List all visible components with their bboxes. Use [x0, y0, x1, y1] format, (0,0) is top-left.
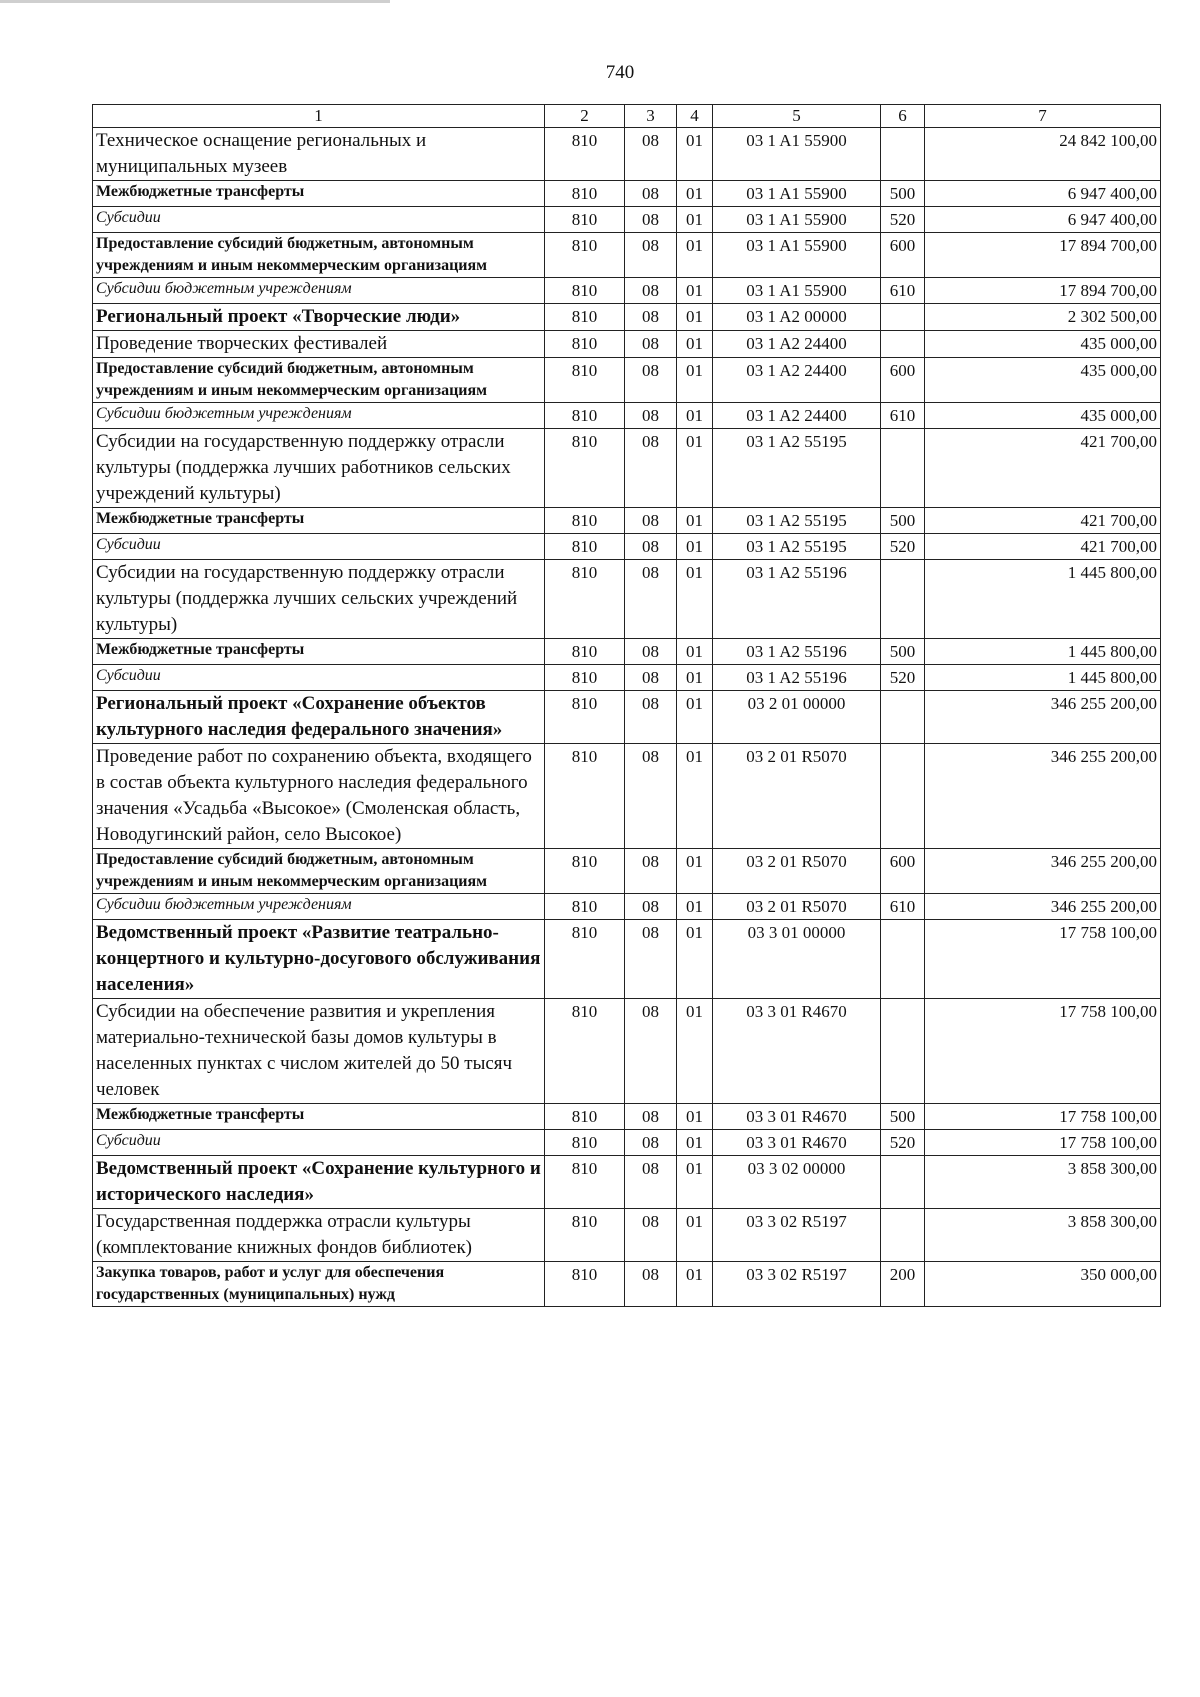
amount: 17 894 700,00 [925, 233, 1161, 278]
table-row [93, 920, 1161, 999]
amount: 346 255 200,00 [925, 744, 1161, 849]
table-row [93, 691, 1161, 744]
target-article-code: 03 1 A1 55900 [713, 181, 881, 207]
item-name: Региональный проект «Творческие люди» [93, 304, 545, 331]
ministry-code: 810 [545, 429, 625, 508]
section-code: 08 [625, 358, 677, 403]
target-article-code: 03 1 A1 55900 [713, 278, 881, 304]
amount: 350 000,00 [925, 1262, 1161, 1307]
amount: 24 842 100,00 [925, 128, 1161, 181]
amount: 435 000,00 [925, 403, 1161, 429]
amount: 17 758 100,00 [925, 920, 1161, 999]
target-article-code: 03 2 01 00000 [713, 691, 881, 744]
item-name: Межбюджетные трансферты [93, 1104, 545, 1130]
target-article-code: 03 3 01 R4670 [713, 1130, 881, 1156]
item-name: Субсидии на государственную поддержку отрасли культуры (поддержка лучших сельских учреждений культуры) [93, 560, 545, 639]
item-name: Государственная поддержка отрасли культуры (комплектование книжных фондов библиотек) [93, 1209, 545, 1262]
item-name: Предоставление субсидий бюджетным, автономным учреждениям и иным некоммерческим организациям [93, 233, 545, 278]
table-row [93, 429, 1161, 508]
ministry-code: 810 [545, 665, 625, 691]
target-article-code: 03 3 01 R4670 [713, 1104, 881, 1130]
table-body [93, 128, 1161, 1307]
table-row [93, 207, 1161, 233]
target-article-code: 03 3 02 00000 [713, 1156, 881, 1209]
target-article-code: 03 2 01 R5070 [713, 849, 881, 894]
amount: 421 700,00 [925, 429, 1161, 508]
table-row [93, 560, 1161, 639]
table-row [93, 181, 1161, 207]
table-row [93, 331, 1161, 358]
amount: 346 255 200,00 [925, 691, 1161, 744]
item-name: Субсидии бюджетным учреждениям [93, 278, 545, 304]
column-header: 4 [677, 105, 713, 128]
ministry-code: 810 [545, 181, 625, 207]
expense-type-code [881, 999, 925, 1104]
target-article-code: 03 1 A2 55195 [713, 534, 881, 560]
ministry-code: 810 [545, 691, 625, 744]
target-article-code: 03 1 A2 55195 [713, 508, 881, 534]
amount: 346 255 200,00 [925, 849, 1161, 894]
expense-type-code: 500 [881, 1104, 925, 1130]
item-name: Ведомственный проект «Сохранение культурного и исторического наследия» [93, 1156, 545, 1209]
subsection-code: 01 [677, 639, 713, 665]
table-row [93, 358, 1161, 403]
amount: 17 758 100,00 [925, 1130, 1161, 1156]
table-row [93, 894, 1161, 920]
section-code: 08 [625, 665, 677, 691]
amount: 17 758 100,00 [925, 1104, 1161, 1130]
section-code: 08 [625, 207, 677, 233]
ministry-code: 810 [545, 639, 625, 665]
section-code: 08 [625, 744, 677, 849]
expense-type-code: 600 [881, 233, 925, 278]
item-name: Межбюджетные трансферты [93, 181, 545, 207]
column-header: 1 [93, 105, 545, 128]
expense-type-code [881, 429, 925, 508]
table-row [93, 233, 1161, 278]
table-row [93, 665, 1161, 691]
subsection-code: 01 [677, 1130, 713, 1156]
amount: 3 858 300,00 [925, 1209, 1161, 1262]
expense-type-code: 500 [881, 639, 925, 665]
subsection-code: 01 [677, 1156, 713, 1209]
target-article-code: 03 1 A2 24400 [713, 403, 881, 429]
table-row [93, 128, 1161, 181]
target-article-code: 03 1 A2 24400 [713, 331, 881, 358]
section-code: 08 [625, 304, 677, 331]
item-name: Субсидии [93, 207, 545, 233]
section-code: 08 [625, 429, 677, 508]
expense-type-code [881, 1156, 925, 1209]
subsection-code: 01 [677, 560, 713, 639]
target-article-code: 03 1 A1 55900 [713, 207, 881, 233]
section-code: 08 [625, 181, 677, 207]
table-row [93, 999, 1161, 1104]
expense-type-code: 520 [881, 534, 925, 560]
subsection-code: 01 [677, 429, 713, 508]
table-row [93, 1156, 1161, 1209]
ministry-code: 810 [545, 207, 625, 233]
expense-type-code [881, 128, 925, 181]
ministry-code: 810 [545, 1104, 625, 1130]
section-code: 08 [625, 1209, 677, 1262]
column-header: 2 [545, 105, 625, 128]
item-name: Межбюджетные трансферты [93, 639, 545, 665]
page-number: 740 [605, 62, 635, 83]
ministry-code: 810 [545, 278, 625, 304]
subsection-code: 01 [677, 331, 713, 358]
budget-table [92, 104, 1161, 1307]
target-article-code: 03 1 A1 55900 [713, 128, 881, 181]
target-article-code: 03 1 A2 55196 [713, 560, 881, 639]
column-header: 3 [625, 105, 677, 128]
ministry-code: 810 [545, 233, 625, 278]
ministry-code: 810 [545, 1262, 625, 1307]
column-header: 6 [881, 105, 925, 128]
ministry-code: 810 [545, 744, 625, 849]
item-name: Субсидии на государственную поддержку отрасли культуры (поддержка лучших работников сельских учреждений культуры) [93, 429, 545, 508]
amount: 435 000,00 [925, 331, 1161, 358]
expense-type-code: 520 [881, 207, 925, 233]
expense-type-code: 600 [881, 358, 925, 403]
target-article-code: 03 1 A2 55196 [713, 639, 881, 665]
amount: 346 255 200,00 [925, 894, 1161, 920]
subsection-code: 01 [677, 403, 713, 429]
table-row [93, 1130, 1161, 1156]
section-code: 08 [625, 639, 677, 665]
expense-type-code [881, 304, 925, 331]
expense-type-code: 610 [881, 278, 925, 304]
subsection-code: 01 [677, 233, 713, 278]
section-code: 08 [625, 560, 677, 639]
section-code: 08 [625, 1262, 677, 1307]
section-code: 08 [625, 403, 677, 429]
amount: 435 000,00 [925, 358, 1161, 403]
table-row [93, 534, 1161, 560]
table-row [93, 304, 1161, 331]
table-row [93, 1262, 1161, 1307]
target-article-code: 03 1 A2 00000 [713, 304, 881, 331]
subsection-code: 01 [677, 534, 713, 560]
subsection-code: 01 [677, 1209, 713, 1262]
target-article-code: 03 3 01 00000 [713, 920, 881, 999]
amount: 17 894 700,00 [925, 278, 1161, 304]
ministry-code: 810 [545, 128, 625, 181]
table-row [93, 508, 1161, 534]
amount: 1 445 800,00 [925, 639, 1161, 665]
target-article-code: 03 1 A2 55195 [713, 429, 881, 508]
item-name: Межбюджетные трансферты [93, 508, 545, 534]
expense-type-code: 610 [881, 403, 925, 429]
ministry-code: 810 [545, 358, 625, 403]
expense-type-code: 500 [881, 181, 925, 207]
subsection-code: 01 [677, 181, 713, 207]
amount: 3 858 300,00 [925, 1156, 1161, 1209]
subsection-code: 01 [677, 1262, 713, 1307]
target-article-code: 03 1 A2 24400 [713, 358, 881, 403]
expense-type-code [881, 920, 925, 999]
column-header: 5 [713, 105, 881, 128]
ministry-code: 810 [545, 1130, 625, 1156]
expense-type-code: 520 [881, 665, 925, 691]
subsection-code: 01 [677, 849, 713, 894]
column-header: 7 [925, 105, 1161, 128]
ministry-code: 810 [545, 1156, 625, 1209]
subsection-code: 01 [677, 999, 713, 1104]
subsection-code: 01 [677, 358, 713, 403]
subsection-code: 01 [677, 920, 713, 999]
ministry-code: 810 [545, 331, 625, 358]
item-name: Предоставление субсидий бюджетным, автономным учреждениям и иным некоммерческим организациям [93, 849, 545, 894]
section-code: 08 [625, 1130, 677, 1156]
section-code: 08 [625, 1104, 677, 1130]
table-row [93, 744, 1161, 849]
section-code: 08 [625, 278, 677, 304]
expense-type-code: 600 [881, 849, 925, 894]
amount: 17 758 100,00 [925, 999, 1161, 1104]
amount: 6 947 400,00 [925, 181, 1161, 207]
subsection-code: 01 [677, 304, 713, 331]
expense-type-code [881, 331, 925, 358]
target-article-code: 03 1 A2 55196 [713, 665, 881, 691]
section-code: 08 [625, 128, 677, 181]
section-code: 08 [625, 508, 677, 534]
ministry-code: 810 [545, 920, 625, 999]
header-row [93, 105, 1161, 128]
expense-type-code: 500 [881, 508, 925, 534]
target-article-code: 03 3 01 R4670 [713, 999, 881, 1104]
ministry-code: 810 [545, 999, 625, 1104]
table-row [93, 849, 1161, 894]
item-name: Региональный проект «Сохранение объектов культурного наследия федерального значения» [93, 691, 545, 744]
ministry-code: 810 [545, 894, 625, 920]
item-name: Субсидии [93, 1130, 545, 1156]
ministry-code: 810 [545, 534, 625, 560]
section-code: 08 [625, 331, 677, 358]
section-code: 08 [625, 920, 677, 999]
target-article-code: 03 1 A1 55900 [713, 233, 881, 278]
amount: 2 302 500,00 [925, 304, 1161, 331]
amount: 1 445 800,00 [925, 665, 1161, 691]
item-name: Техническое оснащение региональных и муниципальных музеев [93, 128, 545, 181]
item-name: Проведение работ по сохранению объекта, входящего в состав объекта культурного наследия федерального значения «Усадьба «Высокое» (Смоленская область, Новодугинский район, село Высокое) [93, 744, 545, 849]
ministry-code: 810 [545, 403, 625, 429]
ministry-code: 810 [545, 1209, 625, 1262]
target-article-code: 03 3 02 R5197 [713, 1262, 881, 1307]
target-article-code: 03 2 01 R5070 [713, 744, 881, 849]
section-code: 08 [625, 894, 677, 920]
ministry-code: 810 [545, 304, 625, 331]
subsection-code: 01 [677, 894, 713, 920]
ministry-code: 810 [545, 849, 625, 894]
item-name: Закупка товаров, работ и услуг для обеспечения государственных (муниципальных) нужд [93, 1262, 545, 1307]
amount: 421 700,00 [925, 508, 1161, 534]
section-code: 08 [625, 233, 677, 278]
amount: 6 947 400,00 [925, 207, 1161, 233]
expense-type-code [881, 1209, 925, 1262]
table-row [93, 278, 1161, 304]
section-code: 08 [625, 534, 677, 560]
section-code: 08 [625, 691, 677, 744]
table-row [93, 639, 1161, 665]
subsection-code: 01 [677, 508, 713, 534]
item-name: Субсидии бюджетным учреждениям [93, 403, 545, 429]
subsection-code: 01 [677, 128, 713, 181]
amount: 421 700,00 [925, 534, 1161, 560]
target-article-code: 03 3 02 R5197 [713, 1209, 881, 1262]
amount: 1 445 800,00 [925, 560, 1161, 639]
subsection-code: 01 [677, 691, 713, 744]
expense-type-code: 200 [881, 1262, 925, 1307]
item-name: Ведомственный проект «Развитие театрально-концертного и культурно-досугового обслуживания населения» [93, 920, 545, 999]
expense-type-code [881, 691, 925, 744]
expense-type-code [881, 560, 925, 639]
table-row [93, 403, 1161, 429]
item-name: Проведение творческих фестивалей [93, 331, 545, 358]
item-name: Субсидии [93, 534, 545, 560]
subsection-code: 01 [677, 207, 713, 233]
ministry-code: 810 [545, 560, 625, 639]
table-row [93, 1209, 1161, 1262]
expense-type-code: 520 [881, 1130, 925, 1156]
target-article-code: 03 2 01 R5070 [713, 894, 881, 920]
expense-type-code: 610 [881, 894, 925, 920]
item-name: Субсидии бюджетным учреждениям [93, 894, 545, 920]
subsection-code: 01 [677, 665, 713, 691]
expense-type-code [881, 744, 925, 849]
table-row [93, 1104, 1161, 1130]
section-code: 08 [625, 999, 677, 1104]
section-code: 08 [625, 849, 677, 894]
section-code: 08 [625, 1156, 677, 1209]
item-name: Субсидии [93, 665, 545, 691]
subsection-code: 01 [677, 278, 713, 304]
ministry-code: 810 [545, 508, 625, 534]
subsection-code: 01 [677, 1104, 713, 1130]
scan-edge [0, 0, 390, 3]
item-name: Предоставление субсидий бюджетным, автономным учреждениям и иным некоммерческим организациям [93, 358, 545, 403]
subsection-code: 01 [677, 744, 713, 849]
item-name: Субсидии на обеспечение развития и укрепления материально-технической базы домов культуры в населенных пунктах с числом жителей до 50 тысяч человек [93, 999, 545, 1104]
